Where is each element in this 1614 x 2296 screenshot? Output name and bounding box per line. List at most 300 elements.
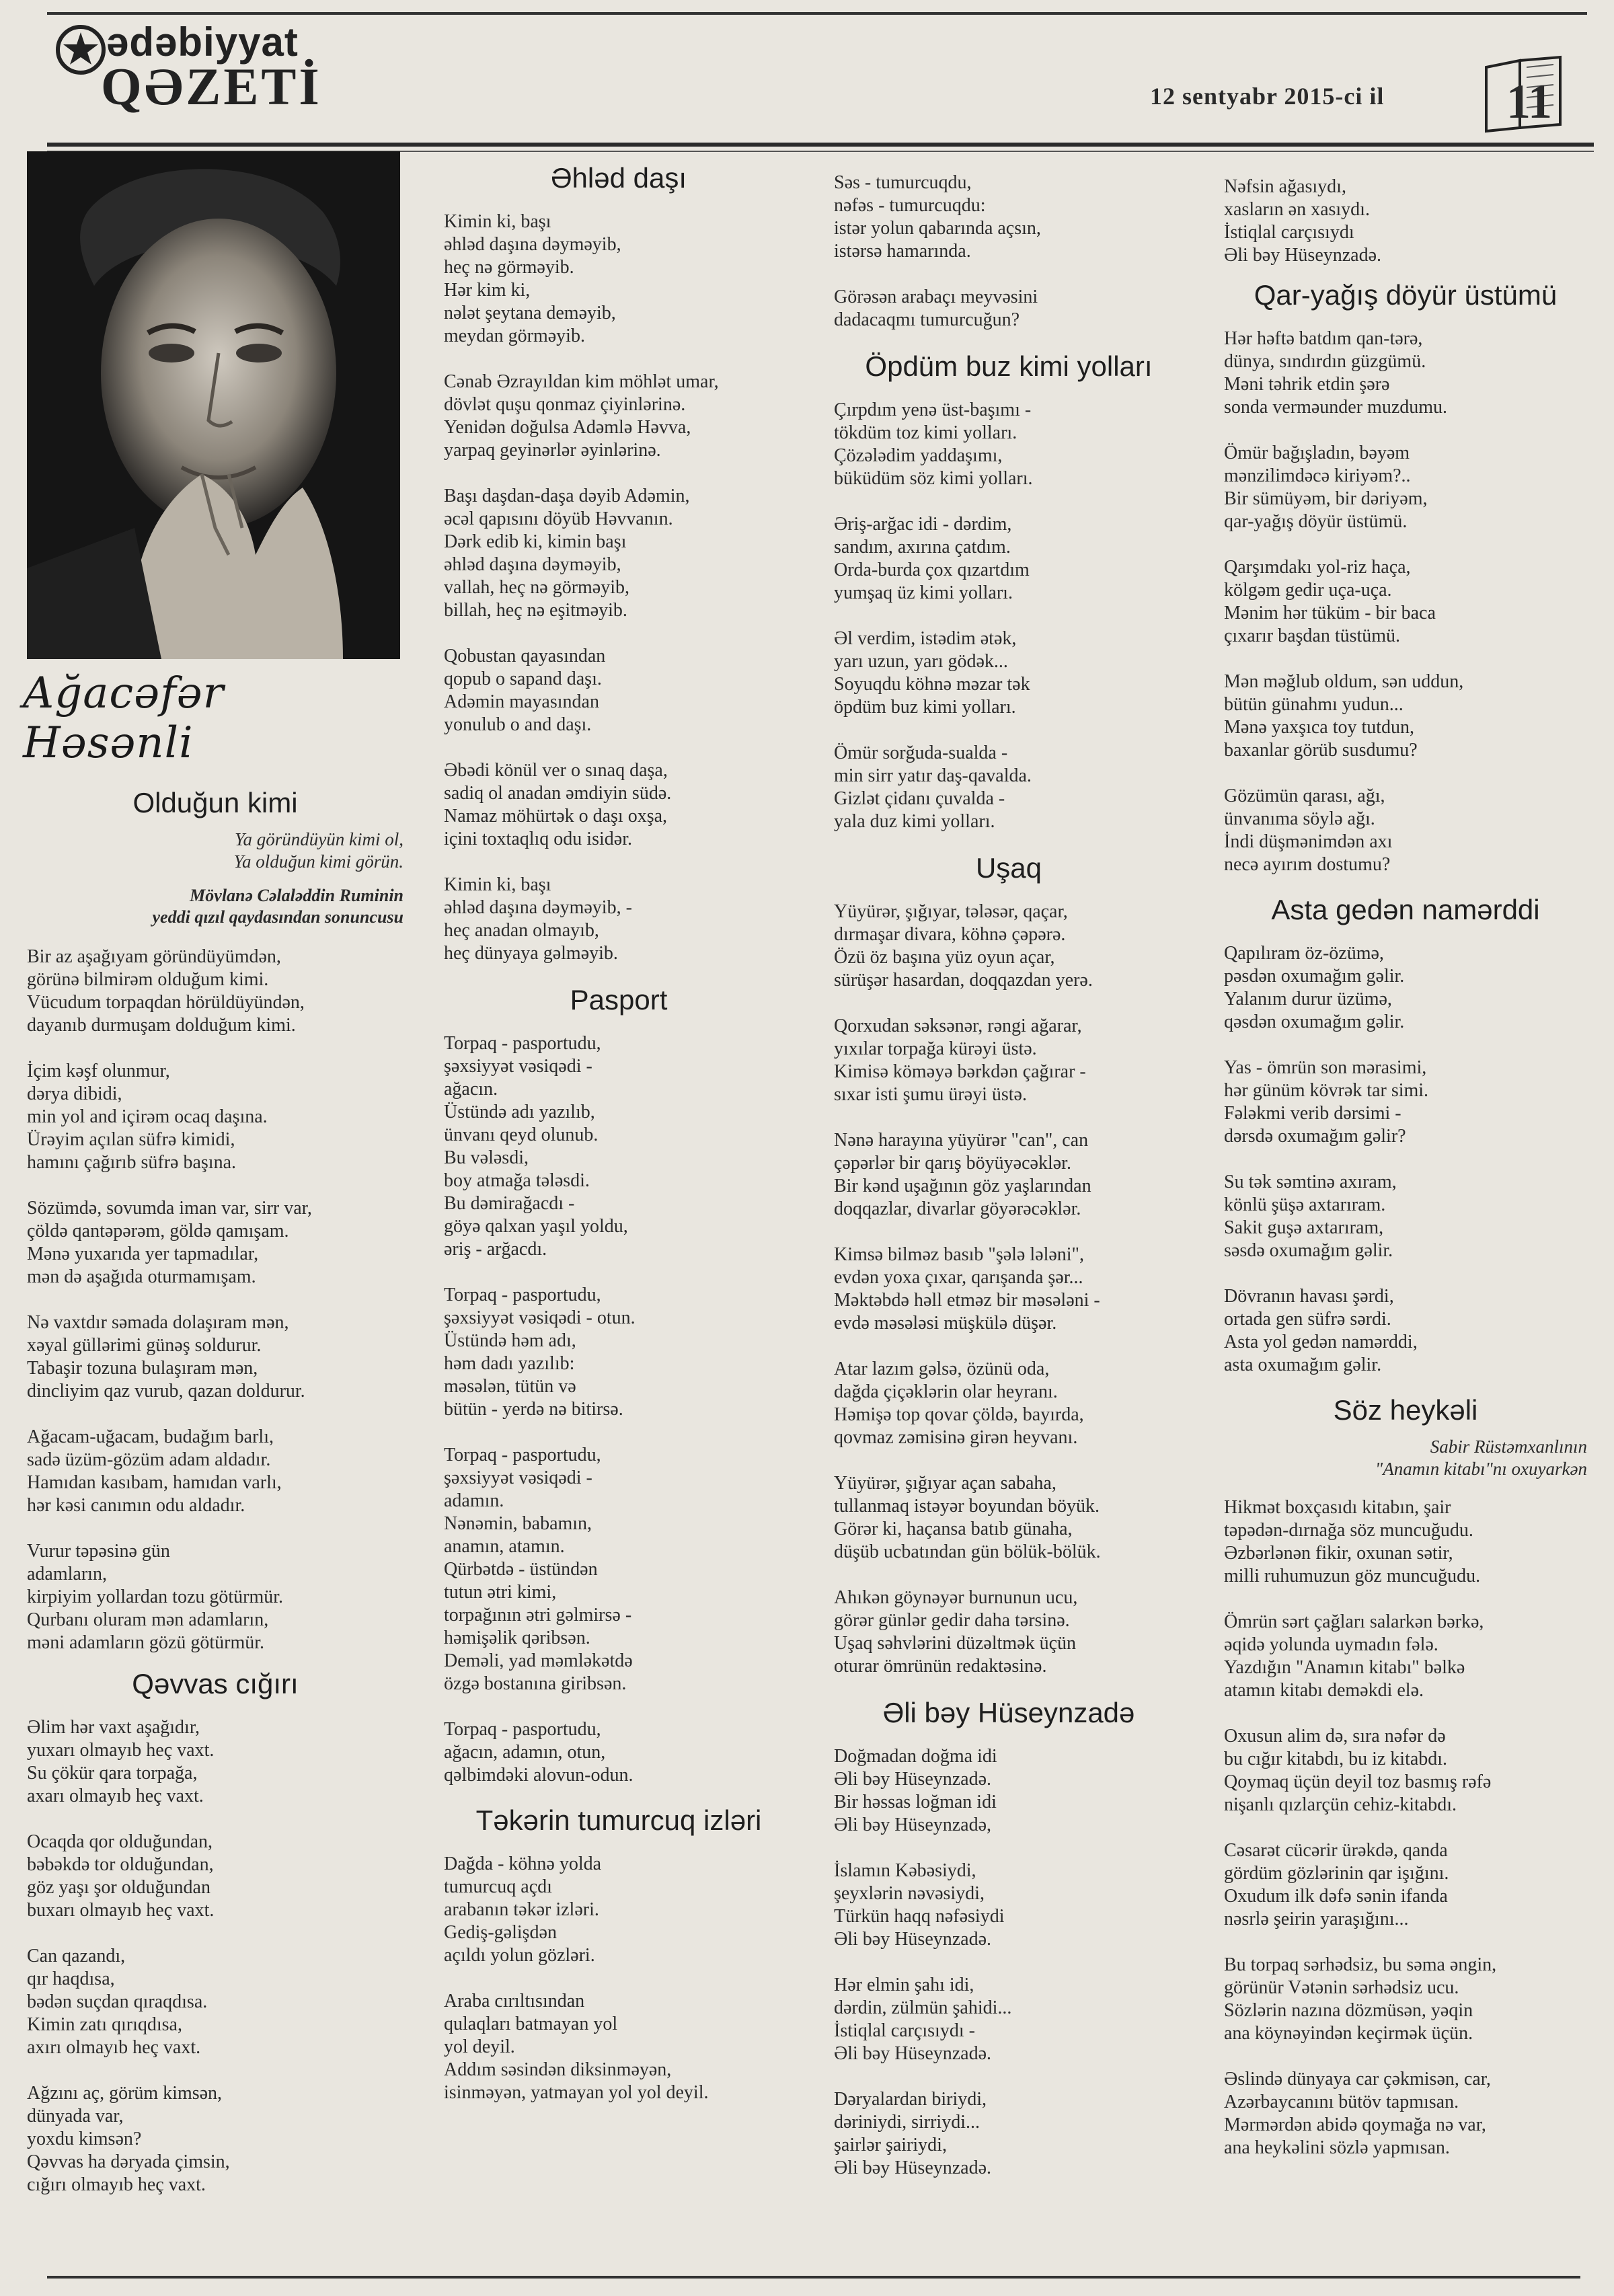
poem-line: yumşaq üz kimi yolları. <box>834 582 1013 603</box>
poem-epigraph-attribution <box>27 885 404 928</box>
poem-line: Addım səsindən diksinməyən, <box>444 2059 672 2080</box>
poem-line: Uşaq səhvlərini düzəltmək üçün <box>834 1633 1077 1654</box>
poem-line: Qoymaq üçün deyil toz basmış rəfə <box>1224 1771 1492 1792</box>
poem-line: Yüyürər, şığıyar açan sabaha, <box>834 1473 1056 1494</box>
poem-line: doqqazlar, divarlar göyərəcəklər. <box>834 1198 1081 1219</box>
poem-line: nişanlı qızlarçün cehiz-kitabdı. <box>1224 1794 1457 1815</box>
poem-line: dünyada var, <box>27 2106 124 2127</box>
poem-line: ağacın. <box>444 1079 498 1100</box>
poem-line: Mənə yaxşıca toy tutdun, <box>1224 717 1415 738</box>
poem-stanza <box>1224 1496 1587 1588</box>
poem-line: Türkün haqq nəfəsiydi <box>834 1906 1005 1927</box>
poem-line: qar-yağış döyür üstümü. <box>1224 511 1408 532</box>
poem-epigraph <box>1224 1436 1587 1480</box>
column-2 <box>444 151 794 2104</box>
poem-line: sürüşər hasardan, doqqazdan yerə. <box>834 970 1093 991</box>
poem-line: qulaqları batmayan yol <box>444 2014 618 2034</box>
poem-təkərin-tumurcuq-izləri <box>444 1804 794 2104</box>
poem-line: Ömür sorğuda-sualda - <box>834 742 1008 763</box>
poem-line: qopub o sapand daşı. <box>444 668 602 689</box>
poem-title: Qar-yağış döyür üstümü <box>1254 279 1558 311</box>
poem-stanza <box>834 1129 1184 1221</box>
poem-line: dünya, sındırdın güzgümü. <box>1224 351 1426 372</box>
poem-line: Yas - ömrün son mərasimi, <box>1224 1057 1427 1078</box>
poem-stanza <box>834 399 1184 490</box>
poem-line: milli ruhumuzun göz muncuğudu. <box>1224 1566 1481 1586</box>
poem-line: İstiqlal carçısıydı <box>1224 222 1354 243</box>
poem-line: Əli bəy Hüseynzadə. <box>834 1769 992 1790</box>
poem-line: göz yaşı şor olduğundan <box>27 1877 210 1898</box>
poem-line: dərya dibidi, <box>27 1083 122 1104</box>
poem-stanza <box>1224 556 1587 648</box>
poem-line: Hər elmin şahı idi, <box>834 1975 974 1995</box>
poem-stanza <box>834 1015 1184 1106</box>
bottom-rule <box>47 2276 1580 2279</box>
poem-line: qovmaz zəmisinə girən heyvanı. <box>834 1427 1078 1448</box>
poem-line: istərsə hamarında. <box>834 241 971 262</box>
poem-line: Ürəyim açılan süfrə kimidi, <box>27 1129 235 1150</box>
poem-line: Dağda - köhnə yolda <box>444 1853 602 1874</box>
poem-stanza <box>834 513 1184 605</box>
poem-line: cığırı olmayıb heç vaxt. <box>27 2174 206 2195</box>
poem-line: bəbəkdə tor olduğundan, <box>27 1854 214 1875</box>
poem-title: Pasport <box>570 984 668 1016</box>
poem-line: heç nə görməyib. <box>444 257 574 278</box>
poem-line: şeyxlərin nəvəsiydi, <box>834 1883 985 1904</box>
poem-line: mən də aşağıda oturmamışam. <box>27 1266 256 1287</box>
poem-line: asta oxumağım gəlir. <box>1224 1354 1382 1375</box>
poem-stanza <box>444 874 794 965</box>
poem-line: Qürbətdə - üstündən <box>444 1559 598 1580</box>
poem-line: görünür Vətənin sərhədsiz ucu. <box>1224 1977 1459 1998</box>
poem-line: Mən məğlub oldum, sən uddun, <box>1224 671 1464 692</box>
poem-line: əhləd daşına dəyməyib, - <box>444 897 632 918</box>
poem-stanza <box>27 2082 404 2196</box>
poem-line: Yazdığın "Anamın kitabı" bəlkə <box>1224 1657 1465 1678</box>
poem-line: Nəfsin ağasıydı, <box>1224 176 1346 197</box>
poem-line: Kimin ki, başı <box>444 211 551 232</box>
poem-line: Görəsən arabaçı meyvəsini <box>834 286 1038 307</box>
poem-line: Bir həssas loğman idi <box>834 1792 997 1812</box>
poem-line: təpədən-dırnağa söz muncuğudu. <box>1224 1520 1473 1541</box>
poem-line: Qurbanı oluram mən adamların, <box>27 1609 269 1630</box>
poem-line: Görər ki, haçansa batıb günaha, <box>834 1519 1073 1539</box>
poem-stanza <box>834 2088 1184 2180</box>
poem-line: yol deyil. <box>444 2036 515 2057</box>
column-3 <box>834 151 1184 2180</box>
poem-line: Əli bəy Hüseynzadə, <box>834 1814 992 1835</box>
poem-stanza <box>834 1472 1184 1564</box>
poem-öpdüm-buz-kimi-yolları <box>834 350 1184 833</box>
poem-line: Doğmadan doğma idi <box>834 1746 997 1767</box>
page-number-box <box>1480 54 1567 135</box>
poem-line: Əli bəy Hüseynzadə. <box>834 2043 992 2064</box>
poem-line: Mənim hər tüküm - bir baca <box>1224 603 1436 623</box>
poem-title: Söz heykəli <box>1333 1394 1478 1426</box>
poem-line: Hər kim ki, <box>444 280 531 301</box>
masthead <box>47 9 1580 130</box>
poem-asta-gedən-namərddi <box>1224 894 1587 1377</box>
poem-line: nələt şeytana deməyib, <box>444 303 616 323</box>
logo-bottom-text: QƏZETİ <box>101 57 322 116</box>
poem-stanza <box>1224 671 1587 762</box>
poem-line: Özü öz başına yüz oyun açar, <box>834 947 1055 968</box>
poem-line: könlü şüşə axtarıram. <box>1224 1194 1386 1215</box>
poem-line: əhləd daşına dəyməyib, <box>444 234 621 255</box>
poem-line: nəsrlə şeirin yaraşığını... <box>1224 1909 1409 1929</box>
poem-line: mənzilimdəcə kiriyəm?.. <box>1224 465 1411 486</box>
poem-line: görər günlər gedir daha tərsinə. <box>834 1610 1070 1631</box>
poem-line: Vücudum torpaqdan hörüldüyündən, <box>27 992 305 1013</box>
poem-line: Hikmət boxçasıdı kitabın, şair <box>1224 1497 1451 1518</box>
author-signature: Ağacəfər Həsənli <box>23 668 225 768</box>
poem-stanza <box>444 1444 794 1695</box>
poem-stanza <box>1224 1285 1587 1377</box>
poem-line: yıxılar torpağa kürəyi üstə. <box>834 1038 1037 1059</box>
poem-line: Kimin ki, başı <box>444 874 551 895</box>
poem-title: Olduğun kimi <box>132 787 298 818</box>
poem-line: kölgəm gedir uça-uça. <box>1224 580 1392 601</box>
poem-line: tutun ətri kimi, <box>444 1582 557 1603</box>
poem-line: Bu vələsdi, <box>444 1147 529 1168</box>
poem-line: Soyuqdu köhnə məzar tək <box>834 674 1030 695</box>
poem-line: özgə bostanına giribsən. <box>444 1673 627 1694</box>
poem-line: Məni təhrik etdin şərə <box>1224 374 1390 395</box>
poem-line: İslamın Kəbəsiydi, <box>834 1860 976 1881</box>
poem-line: buxarı olmayıb heç vaxt. <box>27 1900 215 1921</box>
poem-stanza <box>834 286 1184 332</box>
poem-line: kirpiyim yollardan tozu götürmür. <box>27 1586 284 1607</box>
poem-line: Ağzını aç, görüm kimsən, <box>27 2083 223 2104</box>
poem-line: tullanmaq istəyər boyundan böyük. <box>834 1496 1100 1517</box>
poem-stanza <box>444 211 794 348</box>
poem-line: Azərbaycanını bütöv tapmısan. <box>1224 2092 1459 2112</box>
poem-line: Əbədi könül ver o sınaq daşa, <box>444 760 668 781</box>
poem-stanza <box>834 901 1184 992</box>
poem-line: anamın, atamın. <box>444 1536 565 1557</box>
poem-line: məni adamların gözü götürmür. <box>27 1632 265 1653</box>
poem-stanza <box>1224 1725 1587 1816</box>
newspaper-logo <box>54 9 336 117</box>
poem-line: görünə bilmirəm olduğum kimi. <box>27 969 269 990</box>
poem-line: Orda-burda çox qızartdım <box>834 560 1030 580</box>
poem-line: sadə üzüm-gözüm adam aldadır. <box>27 1449 271 1470</box>
epigraph-line: Ya göründüyün kimi ol, <box>234 829 404 849</box>
poem-line: ana köynəyindən keçirmək üçün. <box>1224 2023 1473 2044</box>
poem-line: çıxarır başdan tüstümü. <box>1224 625 1401 646</box>
poem-line: tökdüm toz kimi yolları. <box>834 422 1017 443</box>
poem-line: Əli bəy Hüseynzadə. <box>834 1929 992 1950</box>
poem-stanza <box>1224 1839 1587 1931</box>
poem-stanza <box>27 1945 404 2059</box>
poem-line: adamların, <box>27 1564 107 1584</box>
poem-line: Dövranın havası şərdi, <box>1224 1286 1394 1307</box>
poem-line: Torpaq - pasportudu, <box>444 1033 601 1054</box>
poem-line: Ağacam-uğacam, budağım barlı, <box>27 1426 274 1447</box>
attribution-line: Mövlanə Cəlaləddin Ruminin <box>190 886 404 905</box>
poem-line: Əli bəy Hüseynzadə. <box>834 2157 992 2178</box>
poem-əli-bəy-hüseynzadə-continued <box>1224 176 1587 267</box>
poem-stanza <box>444 485 794 622</box>
poem-söz-heykəli <box>1224 1394 1587 2159</box>
poem-stanza <box>27 1831 404 1922</box>
poem-title: Təkərin tumurcuq izləri <box>475 1804 762 1836</box>
poem-line: Su çökür qara torpağa, <box>27 1763 198 1784</box>
poem-title: Əhləd daşı <box>550 162 687 194</box>
poem-line: dağda çiçəklərin olar heyranı. <box>834 1381 1058 1402</box>
poem-line: şəxsiyyət vəsiqədi - <box>444 1056 592 1077</box>
poem-line: əriş - arğacdı. <box>444 1239 547 1260</box>
poem-stanza <box>1224 942 1587 1034</box>
poem-line: nəfəs - tumurcuqdu: <box>834 195 986 216</box>
column-1 <box>23 151 404 2196</box>
poem-line: arabanın təkər izləri. <box>444 1899 599 1920</box>
poem-line: qır haqdısa, <box>27 1968 115 1989</box>
poem-stanza <box>27 1060 404 1174</box>
poem-stanza <box>834 171 1184 263</box>
poem-line: əhləd daşına dəyməyib, <box>444 554 621 575</box>
poem-line: İçim kəşf olunmur, <box>27 1061 170 1081</box>
poem-line: yuxarı olmayıb heç vaxt. <box>27 1740 215 1761</box>
poem-line: Kimsə bilməz basıb "şələ lələni", <box>834 1244 1084 1265</box>
poem-line: yarı uzun, yarı gödək... <box>834 651 1008 672</box>
poem-line: Torpaq - pasportudu, <box>444 1445 601 1465</box>
poem-stanza <box>27 946 404 1037</box>
poem-line: min yol and içirəm ocaq daşına. <box>27 1106 268 1127</box>
star-emblem-icon <box>54 23 108 77</box>
poem-stanza <box>27 1540 404 1654</box>
poem-stanza <box>1224 1611 1587 1702</box>
poem-stanza <box>444 1990 794 2104</box>
portrait-image <box>27 151 400 659</box>
poem-line: Mərmərdən abidə qoymağa nə var, <box>1224 2114 1486 2135</box>
poem-line: Sözlərin nazına dözmüsən, yəqin <box>1224 2000 1473 2021</box>
poem-stanza <box>1224 1954 1587 2045</box>
poem-line: Üstündə adı yazılıb, <box>444 1102 595 1122</box>
header-rule <box>47 143 1594 147</box>
poem-line: xəyal güllərimi günəş soldurur. <box>27 1335 262 1356</box>
poem-line: billah, heç nə eşitməyib. <box>444 600 627 621</box>
epigraph-line: Ya olduğun kimi görün. <box>233 851 404 872</box>
poem-line: Nənəmin, babamın, <box>444 1513 592 1534</box>
poem-line: adamın. <box>444 1490 504 1511</box>
poem-title: Uşaq <box>975 852 1042 884</box>
poem-line: göyə qalxan yaşıl yoldu, <box>444 1216 628 1237</box>
poem-line: Sözümdə, sovumda iman var, sirr var, <box>27 1198 312 1219</box>
poem-line: Qəvvas ha dəryada çimsin, <box>27 2151 230 2172</box>
poem-line: şəxsiyyət vəsiqədi - otun. <box>444 1307 636 1328</box>
poem-line: Məktəbdə həll etməz bir məsələni - <box>834 1290 1100 1311</box>
poem-line: heç anadan olmayıb, <box>444 920 599 941</box>
poem-line: İndi düşmənimdən axı <box>1224 831 1393 852</box>
poem-line: evdən yoxa çıxar, qarışanda şər... <box>834 1267 1083 1288</box>
poem-əli-bəy-hüseynzadə <box>834 1697 1184 2180</box>
poem-line: Çözələdim yaddaşımı, <box>834 445 1003 466</box>
poem-line: düşüb ucbatından gün bölük-bölük. <box>834 1541 1101 1562</box>
poem-stanza <box>834 1358 1184 1449</box>
poem-line: Ocaqda qor olduğundan, <box>27 1831 213 1852</box>
poem-line: içini toxtaqlıq odu isidər. <box>444 829 632 849</box>
poem-stanza <box>1224 785 1587 876</box>
poem-line: Bu dəmirağacdı - <box>444 1193 575 1214</box>
poem-line: qəlbimdəki alovun-odun. <box>444 1765 633 1786</box>
poem-line: isinməyən, yatmayan yol yol deyil. <box>444 2082 709 2103</box>
poem-line: Torpaq - pasportudu, <box>444 1285 601 1305</box>
poem-title: Öpdüm buz kimi yolları <box>865 350 1153 382</box>
poem-line: Oxusun alim də, sıra nəfər də <box>1224 1726 1446 1747</box>
poem-line: Nə vaxtdır səmada dolaşıram mən, <box>27 1312 289 1333</box>
poem-line: bu cığır kitabdı, bu iz kitabdı. <box>1224 1749 1448 1769</box>
poem-stanza <box>834 1745 1184 1837</box>
poem-stanza <box>27 1311 404 1403</box>
poem-line: Vurur təpəsinə gün <box>27 1541 170 1562</box>
poem-line: Əriş-arğac idi - dərdim, <box>834 514 1012 535</box>
poem-line: oturar ömrünün redaktəsinə. <box>834 1656 1047 1677</box>
poem-line: ünvanı qeyd olunub. <box>444 1124 599 1145</box>
poem-line: dayanıb durmuşam dolduğum kimi. <box>27 1015 296 1036</box>
poem-line: Namaz möhürtək o daşı oxşa, <box>444 806 668 827</box>
poem-line: dincliyim qaz vurub, qazan doldurur. <box>27 1381 305 1402</box>
poem-line: Tabaşir tozuna bulaşıram mən, <box>27 1358 258 1379</box>
poem-line: ortada gen süfrə sərdi. <box>1224 1309 1391 1330</box>
poem-line: Yalanım durur üzümə, <box>1224 989 1392 1009</box>
poem-line: Hamıdan kasıbam, hamıdan varlı, <box>27 1472 282 1493</box>
poem-line: atamın kitabı deməkdi elə. <box>1224 1680 1424 1701</box>
poem-stanza <box>1224 2068 1587 2159</box>
poem-line: Cənab Əzrayıldan kim möhlət umar, <box>444 371 719 392</box>
poem-line: dəriniydi, sirriydi... <box>834 2112 980 2133</box>
poem-stanza <box>444 1853 794 1967</box>
poem-line: baxanlar görüb susdumu? <box>1224 740 1418 761</box>
poem-stanza <box>444 759 794 851</box>
poem-line: ünvanıma söylə ağı. <box>1224 808 1375 829</box>
poem-line: Yenidən doğulsa Adəmlə Həvva, <box>444 417 691 438</box>
poem-title: Asta gedən namərddi <box>1271 894 1540 925</box>
poem-line: qəsdən oxumağım gəlir. <box>1224 1011 1405 1032</box>
author-photo <box>27 151 400 659</box>
poem-line: bütün - yerdə nə bitirsə. <box>444 1399 623 1420</box>
epigraph-line: Sabir Rüstəmxanlının <box>1430 1437 1587 1457</box>
poem-line: sıxar isti şumu ürəyi üstə. <box>834 1084 1027 1105</box>
poem-line: Qapılıram öz-özümə, <box>1224 943 1384 964</box>
poem-stanza <box>1224 442 1587 533</box>
poem-line: dərdin, zülmün şahidi... <box>834 1997 1012 2018</box>
poem-line: Başı daşdan-daşa dəyib Adəmin, <box>444 486 690 506</box>
poem-line: Gediş-gəlişdən <box>444 1922 557 1943</box>
poem-stanza <box>444 1284 794 1421</box>
poem-line: vallah, heç nə görməyib, <box>444 577 630 598</box>
poem-line: Bir az aşağıyam göründüyümdən, <box>27 946 281 967</box>
poem-line: Mənə yuxarıda yer tapmadılar, <box>27 1243 259 1264</box>
poem-line: Deməli, yad məmləkətdə <box>444 1650 633 1671</box>
poem-stanza <box>1224 176 1587 267</box>
poem-stanza <box>27 1716 404 1808</box>
poem-stanza <box>1224 1171 1587 1262</box>
poem-line: boy atmağa tələsdi. <box>444 1170 590 1191</box>
poem-stanza <box>1224 1057 1587 1148</box>
poem-line: əcəl qapısını döyüb Həvvanın. <box>444 508 673 529</box>
poem-line: həmişəlik qəribsən. <box>444 1628 590 1648</box>
poem-title: Qəvvas cığırı <box>132 1668 299 1699</box>
poem-line: tumurcuq açdı <box>444 1876 552 1897</box>
poem-line: bütün günahmı yudun... <box>1224 694 1404 715</box>
poem-line: sadiq ol anadan əmdiyin südə. <box>444 783 672 804</box>
poem-line: şəxsiyyət vəsiqədi - <box>444 1467 592 1488</box>
issue-date: 12 sentyabr 2015-ci il <box>1150 83 1385 110</box>
poem-stanza <box>834 627 1184 719</box>
poem-line: açıldı yolun gözləri. <box>444 1945 595 1966</box>
poem-line: Bir kənd uşağının göz yaşlarından <box>834 1176 1091 1196</box>
poem-line: dövlət quşu qonmaz çiyinlərinə. <box>444 394 686 415</box>
poem-line: çöldə qantəpərəm, göldə qamışam. <box>27 1221 289 1241</box>
poem-line: çəpərlər bir qarış böyüyəcəklər. <box>834 1153 1071 1174</box>
poem-line: evdə məsələsi müşkülə düşər. <box>834 1313 1057 1334</box>
poem-line: heç dünyaya gəlməyib. <box>444 943 618 964</box>
poem-pasport <box>444 984 794 1787</box>
poem-line: Bu torpaq sərhədsiz, bu səma əngin, <box>1224 1954 1497 1975</box>
poem-line: Ahıkən göynəyər burnunun ucu, <box>834 1587 1078 1608</box>
poem-line: büküdüm söz kimi yolları. <box>834 468 1033 489</box>
poem-line: Üstündə həm adı, <box>444 1330 576 1351</box>
poem-line: pəsdən oxumağım gəlir. <box>1224 966 1405 987</box>
attribution-line: yeddi qızıl qaydasından sonuncusu <box>152 907 404 927</box>
logo-top-text: ədəbiyyat <box>106 20 299 65</box>
poem-stanza <box>834 1586 1184 1678</box>
poem-line: istər yolun qabarında açsın, <box>834 218 1041 239</box>
poem-line: Ömrün sərt çağları salarkən bərkə, <box>1224 1611 1484 1632</box>
poem-line: necə ayırım dostumu? <box>1224 854 1391 875</box>
poem-line: Qobustan qayasından <box>444 646 606 666</box>
poem-line: Su tək səmtinə axıram, <box>1224 1172 1397 1192</box>
poem-stanza <box>1224 328 1587 419</box>
poem-line: İstiqlal carçısıydı - <box>834 2020 975 2041</box>
poem-line: Hər həftə batdım qan-tərə, <box>1224 328 1423 349</box>
poem-line: ağacın, adamın, otun, <box>444 1742 606 1763</box>
poem-stanza <box>834 1860 1184 1951</box>
poem-line: əqidə yolunda uymadın fələ. <box>1224 1634 1438 1655</box>
poem-line: Nənə harayına yüyürər "can", can <box>834 1130 1089 1151</box>
poem-stanza <box>444 371 794 462</box>
poem-line: Qarşımdakı yol-riz haça, <box>1224 557 1411 578</box>
poem-line: axırı olmayıb heç vaxt. <box>27 2037 201 2058</box>
poem-stanza <box>834 742 1184 833</box>
epigraph-line: "Anamın kitabı"nı oxuyarkən <box>1375 1459 1587 1479</box>
poem-line: Dəryalardan biriydi, <box>834 2089 987 2110</box>
poem-əhləd-daşı <box>444 162 794 965</box>
poem-line: Cəsarət cücərir ürəkdə, qanda <box>1224 1840 1448 1861</box>
poem-line: dərsdə oxumağım gəlir? <box>1224 1126 1406 1147</box>
poem-olduğun-kimi <box>27 787 404 1654</box>
column-4 <box>1224 151 1587 2159</box>
poem-line: məsələn, tütün və <box>444 1376 576 1397</box>
poem-stanza <box>834 1243 1184 1335</box>
poem-line: Atar lazım gəlsə, özünü oda, <box>834 1359 1050 1379</box>
poem-line: şairlər şairiydi, <box>834 2135 947 2155</box>
poem-stanza <box>27 1426 404 1517</box>
poem-line: Asta yol gedən namərddi, <box>1224 1332 1418 1352</box>
poem-line: Bir sümüyəm, bir dəriyəm, <box>1224 488 1428 509</box>
poem-line: Gizlət çidanı çuvalda - <box>834 788 1005 809</box>
poem-line: xasların ən xasıydı. <box>1224 199 1370 220</box>
poem-line: hamını çağırıb süfrə başına. <box>27 1152 237 1173</box>
poem-line: Yüyürər, şığıyar, tələsər, qaçar, <box>834 901 1068 922</box>
poem-line: dadacaqmı tumurcuğun? <box>834 309 1020 330</box>
poem-line: gördüm gözlərinin qar işığını. <box>1224 1863 1449 1884</box>
poem-line: yala duz kimi yolları. <box>834 811 995 832</box>
poem-qar-yağış-döyür-üstümü <box>1224 279 1587 876</box>
poem-line: Adəmin mayasından <box>444 691 599 712</box>
poem-line: Əl verdim, istədim ətək, <box>834 628 1017 649</box>
